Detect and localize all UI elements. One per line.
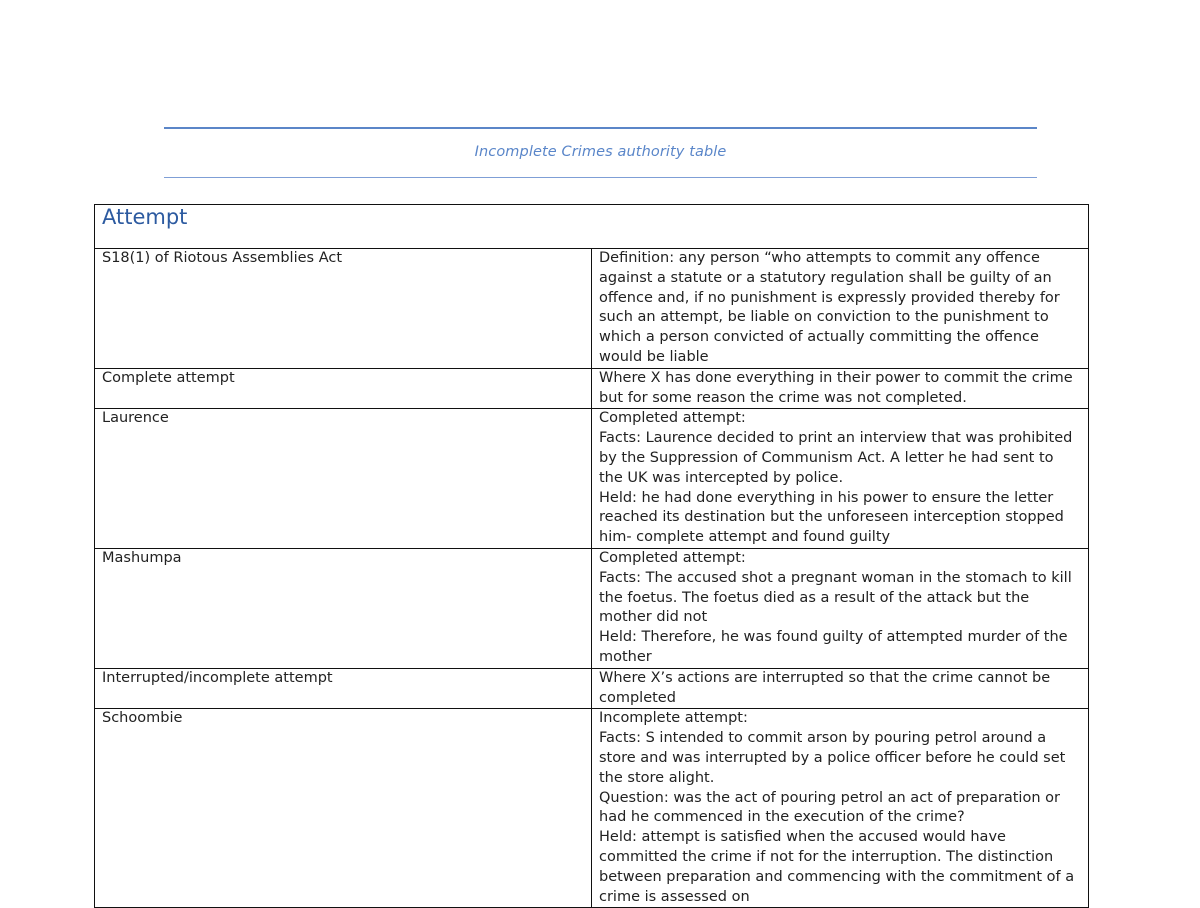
- description-line: Held: attempt is satisfied when the accused would have committed the crime if not for the interruption. The distinction between preparation and commencing with the commitment of a crime is assessed on: [599, 829, 1075, 905]
- page-header-title: Incomplete Crimes authority table: [474, 144, 727, 160]
- authority-cell: Mashumpa: [95, 548, 592, 668]
- table-row: [95, 709, 1089, 908]
- section-header-row: [95, 205, 1089, 249]
- table-row: [95, 668, 1089, 709]
- table-row: [95, 368, 1089, 409]
- description-line: Incomplete attempt:: [599, 710, 748, 727]
- description-line: Definition: any person “who attempts to commit any offence against a statute or a statutory regulation shall be guilty of an offence and, if no punishment is expressly provided thereby for such an attempt, be liable on conviction to the punishment to which a person convicted of actually committing the offence would be liable: [599, 250, 1060, 365]
- section-title: Attempt: [102, 205, 188, 229]
- authority-cell: Schoombie: [95, 709, 592, 908]
- authority-cell: Interrupted/incomplete attempt: [95, 668, 592, 709]
- description-cell: [592, 368, 1089, 409]
- description-line: Completed attempt:: [599, 410, 746, 427]
- description-line: Held: he had done everything in his power to ensure the letter reached its destination but the unforeseen interception stopped him- complete attempt and found guilty: [599, 489, 1064, 546]
- description-cell: [592, 709, 1089, 908]
- table-row: [95, 548, 1089, 668]
- description-cell: [592, 409, 1089, 549]
- authority-cell: S18(1) of Riotous Assemblies Act: [95, 249, 592, 369]
- table-row: [95, 249, 1089, 369]
- section-header-cell: [95, 205, 1089, 249]
- authority-cell: Laurence: [95, 409, 592, 549]
- description-line: Facts: The accused shot a pregnant woman in the stomach to kill the foetus. The foetus died as a result of the attack but the mother did not: [599, 569, 1072, 626]
- authority-table: [94, 204, 1089, 908]
- authority-table-container: [94, 204, 1089, 908]
- header-bottom-rule: [164, 177, 1037, 178]
- description-line: Question: was the act of pouring petrol an act of preparation or had he commenced in the execution of the crime?: [599, 789, 1060, 826]
- description-line: Where X has done everything in their power to commit the crime but for some reason the crime was not completed.: [599, 369, 1073, 406]
- description-line: Facts: Laurence decided to print an interview that was prohibited by the Suppression of Communism Act. A letter he had sent to the UK was intercepted by police.: [599, 430, 1073, 486]
- description-line: Held: Therefore, he was found guilty of attempted murder of the mother: [599, 629, 1068, 665]
- description-line: Completed attempt:: [599, 549, 746, 566]
- description-cell: [592, 668, 1089, 709]
- authority-cell: Complete attempt: [95, 368, 592, 409]
- table-row: [95, 409, 1089, 549]
- header-top-rule: [164, 127, 1037, 129]
- description-cell: [592, 249, 1089, 369]
- description-cell: [592, 548, 1089, 668]
- description-line: Where X’s actions are interrupted so that the crime cannot be completed: [599, 669, 1051, 706]
- description-line: Facts: S intended to commit arson by pouring petrol around a store and was interrupted by a police officer before he could set the store alight.: [599, 730, 1066, 786]
